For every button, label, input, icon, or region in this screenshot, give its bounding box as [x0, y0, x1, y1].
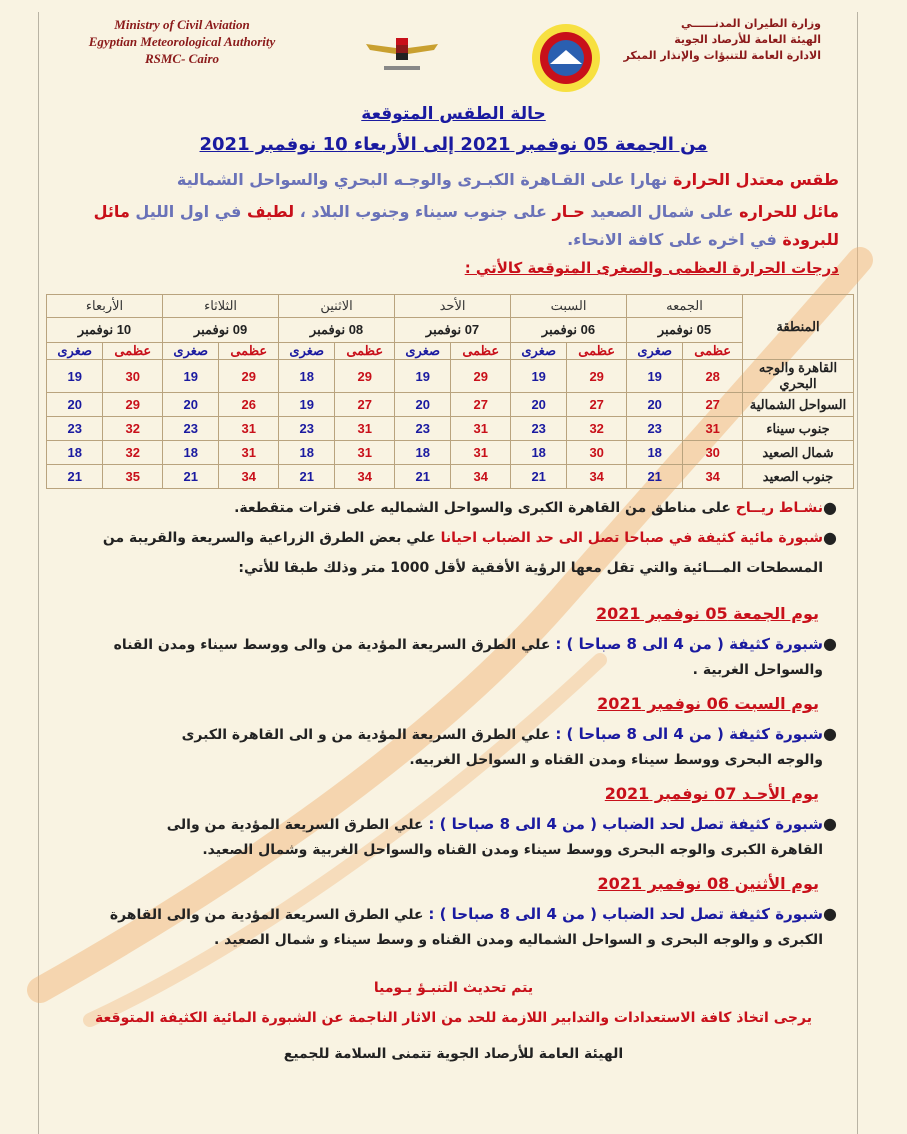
max-label: عظمى	[219, 343, 279, 360]
update-note: يتم تحديث التنبـؤ يـوميا	[373, 980, 534, 996]
min-temp-cell: 20	[627, 393, 683, 417]
table-row	[47, 393, 854, 417]
min-temp-cell: 18	[395, 441, 451, 465]
max-temp-cell: 29	[219, 360, 279, 393]
temperature-table	[46, 294, 854, 489]
summary-text: نهارا على القـاهرة الكبـرى والوجـه البحري والسواحل الشمالية	[176, 170, 673, 189]
max-temp-cell: 34	[567, 465, 627, 489]
min-temp-cell: 19	[47, 360, 103, 393]
ministry-logo	[362, 24, 442, 80]
max-temp-cell: 31	[335, 417, 395, 441]
summary-line-3	[69, 228, 839, 252]
min-temp-cell: 23	[47, 417, 103, 441]
max-temp-cell: 27	[335, 393, 395, 417]
day-heading: يوم الجمعة 05 نوفمبر 2021	[595, 604, 819, 623]
min-label: صغرى	[163, 343, 219, 360]
min-temp-cell: 21	[163, 465, 219, 489]
min-temp-cell: 20	[395, 393, 451, 417]
region-cell: شمال الصعيد	[743, 441, 854, 465]
max-temp-cell: 29	[451, 360, 511, 393]
min-label: صغرى	[279, 343, 335, 360]
max-temp-cell: 28	[683, 360, 743, 393]
min-temp-cell: 21	[395, 465, 451, 489]
table-row	[47, 417, 854, 441]
max-label: عظمى	[451, 343, 511, 360]
day-fog-line2: الكبرى و والوجه البحرى و السواحل الشماليه ومدن القناه و وسط سيناء و شمال الصعيد .	[213, 932, 823, 948]
day-fog-line	[83, 902, 823, 927]
max-temp-cell: 31	[219, 441, 279, 465]
day-fog-line	[83, 632, 823, 657]
bullet-icon: ●	[823, 724, 837, 743]
max-label: عظمى	[683, 343, 743, 360]
day-date: 06 نوفمبر	[511, 318, 627, 343]
signoff-note: الهيئة العامة للأرصاد الجوية تتمنى السلامة للجميع	[283, 1046, 624, 1062]
header-ar-line: الادارة العامة للتنبؤات والإنذار المبكر	[623, 49, 821, 62]
min-temp-cell: 18	[47, 441, 103, 465]
summary-highlight: حـار	[552, 202, 585, 221]
max-temp-cell: 26	[219, 393, 279, 417]
max-temp-cell: 34	[683, 465, 743, 489]
max-label: عظمى	[103, 343, 163, 360]
min-temp-cell: 19	[395, 360, 451, 393]
day-date: 10 نوفمبر	[47, 318, 163, 343]
day-heading: يوم الأحـد 07 نوفمبر 2021	[604, 784, 819, 803]
region-cell: السواحل الشمالية	[743, 393, 854, 417]
summary-line-1	[69, 168, 839, 192]
summary-text: في اخره على كافة الانحاء.	[567, 230, 783, 249]
fog-roads: علي الطرق السريعة المؤدية من والى القاهرة	[109, 907, 429, 923]
bullet-icon: ●	[823, 634, 837, 653]
min-temp-cell: 18	[511, 441, 567, 465]
fog-label: شبورة كثيفة ( من 4 الى 8 صباحا ) :	[555, 725, 823, 743]
region-cell: القاهرة والوجه البحري	[743, 360, 854, 393]
max-temp-cell: 31	[451, 441, 511, 465]
advice-note: يرجى اتخاذ كافة الاستعدادات والتدابير اللازمة للحد من الاثار الناجمة عن الشبورة المائية الكثيفة المتوقعة	[95, 1010, 812, 1026]
max-temp-cell: 31	[219, 417, 279, 441]
max-temp-cell: 32	[103, 441, 163, 465]
bullet-fog	[83, 526, 823, 550]
summary-highlight: مائل	[93, 202, 130, 221]
min-temp-cell: 21	[47, 465, 103, 489]
fog-roads: علي الطرق السريعة المؤدية من و الى القاهرة الكبرى	[181, 727, 556, 743]
table-row	[47, 360, 854, 393]
max-temp-cell: 27	[683, 393, 743, 417]
min-temp-cell: 18	[163, 441, 219, 465]
min-temp-cell: 19	[627, 360, 683, 393]
min-temp-cell: 23	[627, 417, 683, 441]
bullet-fog-line2: المسطحات المـــائية والتي تقل معها الرؤية الأفقية لأقل 1000 متر وذلك طبقا للأتي:	[238, 560, 823, 576]
table-header-row	[47, 295, 854, 318]
fog-roads: علي الطرق السريعة المؤدية من والى ووسط سيناء ومدن القناه	[113, 637, 556, 653]
header-ar-line: وزارة الطيران المدنــــــي	[681, 17, 821, 30]
bullet-highlight: نشـاط ريــاح	[735, 500, 823, 516]
day-name: الأربعاء	[47, 295, 163, 318]
max-temp-cell: 35	[103, 465, 163, 489]
day-name: السبت	[511, 295, 627, 318]
min-temp-cell: 20	[511, 393, 567, 417]
bullet-wind	[83, 496, 823, 520]
max-label: عظمى	[335, 343, 395, 360]
min-label: صغرى	[627, 343, 683, 360]
max-temp-cell: 30	[567, 441, 627, 465]
min-label: صغرى	[511, 343, 567, 360]
table-row	[47, 441, 854, 465]
day-heading: يوم السبت 06 نوفمبر 2021	[597, 694, 819, 713]
max-temp-cell: 30	[103, 360, 163, 393]
min-temp-cell: 18	[279, 441, 335, 465]
min-label: صغرى	[47, 343, 103, 360]
min-temp-cell: 18	[279, 360, 335, 393]
header-en-line: Ministry of Civil Aviation	[114, 17, 250, 32]
max-temp-cell: 32	[103, 417, 163, 441]
day-fog-line2: القاهرة الكبرى والوجه البحرى ووسط سيناء ومدن القناه والسواحل الغربية وشمال الصعيد.	[202, 842, 823, 858]
min-temp-cell: 20	[47, 393, 103, 417]
day-fog-line2: والسواحل الغربية .	[692, 662, 823, 678]
table-sub-header	[47, 343, 854, 360]
day-date: 07 نوفمبر	[395, 318, 511, 343]
bullet-icon: ●	[823, 528, 837, 547]
fog-label: شبورة كثيفة تصل لحد الضباب ( من 4 الى 8 صباحا ) :	[428, 905, 823, 923]
max-temp-cell: 31	[335, 441, 395, 465]
summary-text: في اول الليل	[129, 202, 247, 221]
header-en-line: RSMC- Cairo	[144, 51, 220, 66]
header-ar-line: الهيئة العامة للأرصاد الجوية	[674, 33, 821, 46]
header-english	[62, 16, 302, 67]
max-temp-cell: 34	[219, 465, 279, 489]
day-fog-line	[83, 722, 823, 747]
min-label: صغرى	[395, 343, 451, 360]
max-temp-cell: 34	[451, 465, 511, 489]
min-temp-cell: 23	[395, 417, 451, 441]
min-temp-cell: 21	[627, 465, 683, 489]
day-date: 09 نوفمبر	[163, 318, 279, 343]
summary-text: على شمال الصعيد	[584, 202, 740, 221]
header-arabic	[581, 16, 821, 64]
table-date-row	[47, 318, 854, 343]
day-name: الأحد	[395, 295, 511, 318]
fog-label: شبورة كثيفة تصل لحد الضباب ( من 4 الى 8 صباحا ) :	[428, 815, 823, 833]
summary-highlight: لطيف	[246, 202, 295, 221]
bullet-text: على مناطق من القاهرة الكبرى والسواحل الشماليه على فترات متقطعة.	[234, 500, 736, 516]
day-fog-line	[83, 812, 823, 837]
temps-heading: درجات الحرارة العظمى والصغرى المتوقعة كالأتي :	[464, 259, 839, 277]
document-title: حالة الطقس المتوقعة	[361, 104, 546, 124]
temperature-rows	[47, 360, 854, 489]
fog-label: شبورة كثيفة ( من 4 الى 8 صباحا ) :	[555, 635, 823, 653]
day-fog-line2: والوجه البحرى ووسط سيناء ومدن القناه و السواحل الغربيه.	[409, 752, 823, 768]
summary-line-2	[69, 200, 839, 224]
max-temp-cell: 29	[567, 360, 627, 393]
day-heading: يوم الأثنين 08 نوفمبر 2021	[597, 874, 819, 893]
min-temp-cell: 19	[163, 360, 219, 393]
day-name: الجمعه	[627, 295, 743, 318]
summary-highlight: مائل للحراره	[739, 202, 839, 221]
max-temp-cell: 32	[567, 417, 627, 441]
max-temp-cell: 34	[335, 465, 395, 489]
bullet-icon: ●	[823, 814, 837, 833]
day-name: الثلاثاء	[163, 295, 279, 318]
day-name: الاثنين	[279, 295, 395, 318]
bullet-highlight: شبورة مائية كثيفة في صباحا تصل الى حد الضباب احيانا	[440, 530, 823, 546]
max-temp-cell: 27	[451, 393, 511, 417]
day-date: 08 نوفمبر	[279, 318, 395, 343]
summary-highlight: للبرودة	[782, 230, 839, 249]
summary-text: على جنوب سيناء وجنوب البلاد ،	[294, 202, 553, 221]
bullet-icon: ●	[823, 498, 837, 517]
table-row	[47, 465, 854, 489]
region-cell: جنوب الصعيد	[743, 465, 854, 489]
day-date: 05 نوفمبر	[627, 318, 743, 343]
forecast-period: من الجمعة 05 نوفمبر 2021 إلى الأربعاء 10 نوفمبر 2021	[199, 134, 708, 155]
min-temp-cell: 19	[279, 393, 335, 417]
max-temp-cell: 29	[103, 393, 163, 417]
bullet-text: علي بعض الطرق الزراعية والسريعة والقريبة من	[102, 530, 441, 546]
max-temp-cell: 31	[683, 417, 743, 441]
max-temp-cell: 31	[451, 417, 511, 441]
min-temp-cell: 23	[279, 417, 335, 441]
fog-roads: علي الطرق السريعة المؤدية من والى	[166, 817, 429, 833]
summary-highlight: طقس معتدل الحرارة	[672, 170, 839, 189]
min-temp-cell: 19	[511, 360, 567, 393]
min-temp-cell: 21	[511, 465, 567, 489]
min-temp-cell: 20	[163, 393, 219, 417]
region-header: المنطقة	[743, 295, 854, 360]
max-temp-cell: 30	[683, 441, 743, 465]
max-temp-cell: 29	[335, 360, 395, 393]
min-temp-cell: 21	[279, 465, 335, 489]
min-temp-cell: 23	[163, 417, 219, 441]
min-temp-cell: 23	[511, 417, 567, 441]
region-cell: جنوب سيناء	[743, 417, 854, 441]
max-temp-cell: 27	[567, 393, 627, 417]
max-label: عظمى	[567, 343, 627, 360]
bullet-icon: ●	[823, 904, 837, 923]
header-en-line: Egyptian Meteorological Authority	[88, 34, 276, 49]
min-temp-cell: 18	[627, 441, 683, 465]
